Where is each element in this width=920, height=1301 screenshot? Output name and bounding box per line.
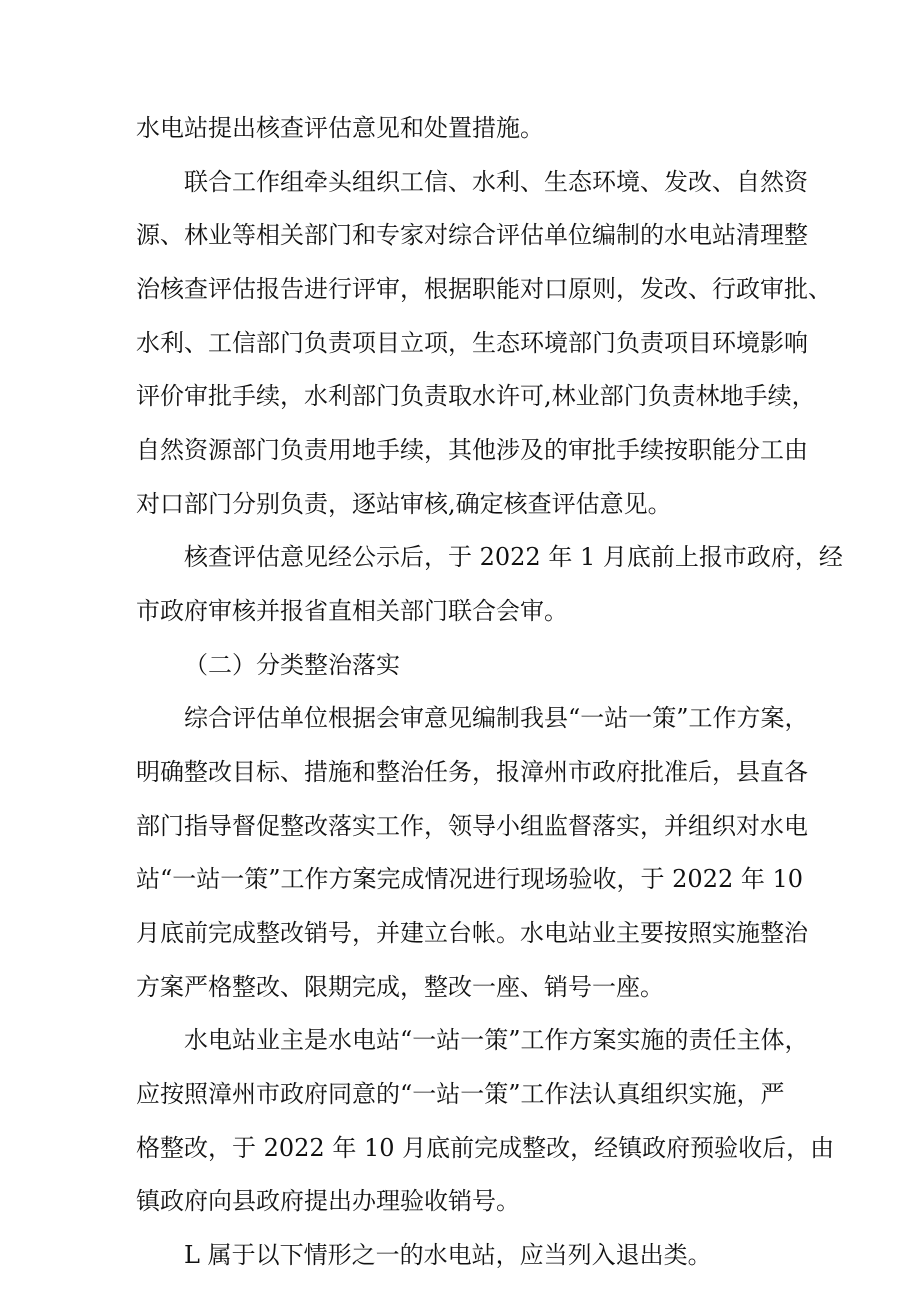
- paragraph-line: 应按照漳州市政府同意的“一站一策”工作法认真组织实施，严: [136, 1080, 785, 1108]
- paragraph-line: 联合工作组牵头组织工信、水利、生态环境、发改、自然资: [184, 168, 808, 196]
- paragraph-line: 综合评估单位根据会审意见编制我县“一站一策”工作方案，: [184, 704, 809, 732]
- paragraph-line: 部门指导督促整改落实工作，领导小组监督落实，并组织对水电: [136, 812, 808, 840]
- paragraph-line: 核查评估意见经公示后，于 2022 年 1 月底前上报市政府，经: [184, 543, 843, 571]
- paragraph-line: 源、林业等相关部门和专家对综合评估单位编制的水电站清理整: [136, 221, 808, 249]
- paragraph-line: 水电站业主是水电站“一站一策”工作方案实施的责任主体，: [184, 1026, 809, 1054]
- paragraph-line: 镇政府向县政府提出办理验收销号。: [136, 1187, 520, 1215]
- paragraph-line: 明确整改目标、措施和整治任务，报漳州市政府批准后，县直各: [136, 758, 808, 786]
- paragraph-line: 格整改，于 2022 年 10 月底前完成整改，经镇政府预验收后，由: [136, 1134, 835, 1162]
- paragraph-line: 治核查评估报告进行评审，根据职能对口原则，发改、行政审批、: [136, 275, 832, 303]
- paragraph-line: 水电站提出核查评估意见和处置措施。: [136, 114, 544, 142]
- paragraph-line: 自然资源部门负责用地手续，其他涉及的审批手续按职能分工由: [136, 436, 808, 464]
- paragraph-line: 水利、工信部门负责项目立项，生态环境部门负责项目环境影响: [136, 329, 808, 357]
- paragraph-line: 对口部门分别负责，逐站审核,确定核查评估意见。: [136, 490, 672, 518]
- paragraph-line: 月底前完成整改销号，并建立台帐。水电站业主要按照实施整治: [136, 919, 808, 947]
- paragraph-line: 市政府审核并报省直相关部门联合会审。: [136, 597, 568, 625]
- paragraph-line: 评价审批手续，水利部门负责取水许可,林业部门负责林地手续，: [136, 382, 816, 410]
- paragraph-line: 站“一站一策”工作方案完成情况进行现场验收，于 2022 年 10: [136, 865, 804, 893]
- section-heading: （二）分类整治落实: [184, 651, 400, 679]
- paragraph-line: L 属于以下情形之一的水电站，应当列入退出类。: [184, 1241, 712, 1269]
- paragraph-line: 方案严格整改、限期完成，整改一座、销号一座。: [136, 973, 664, 1001]
